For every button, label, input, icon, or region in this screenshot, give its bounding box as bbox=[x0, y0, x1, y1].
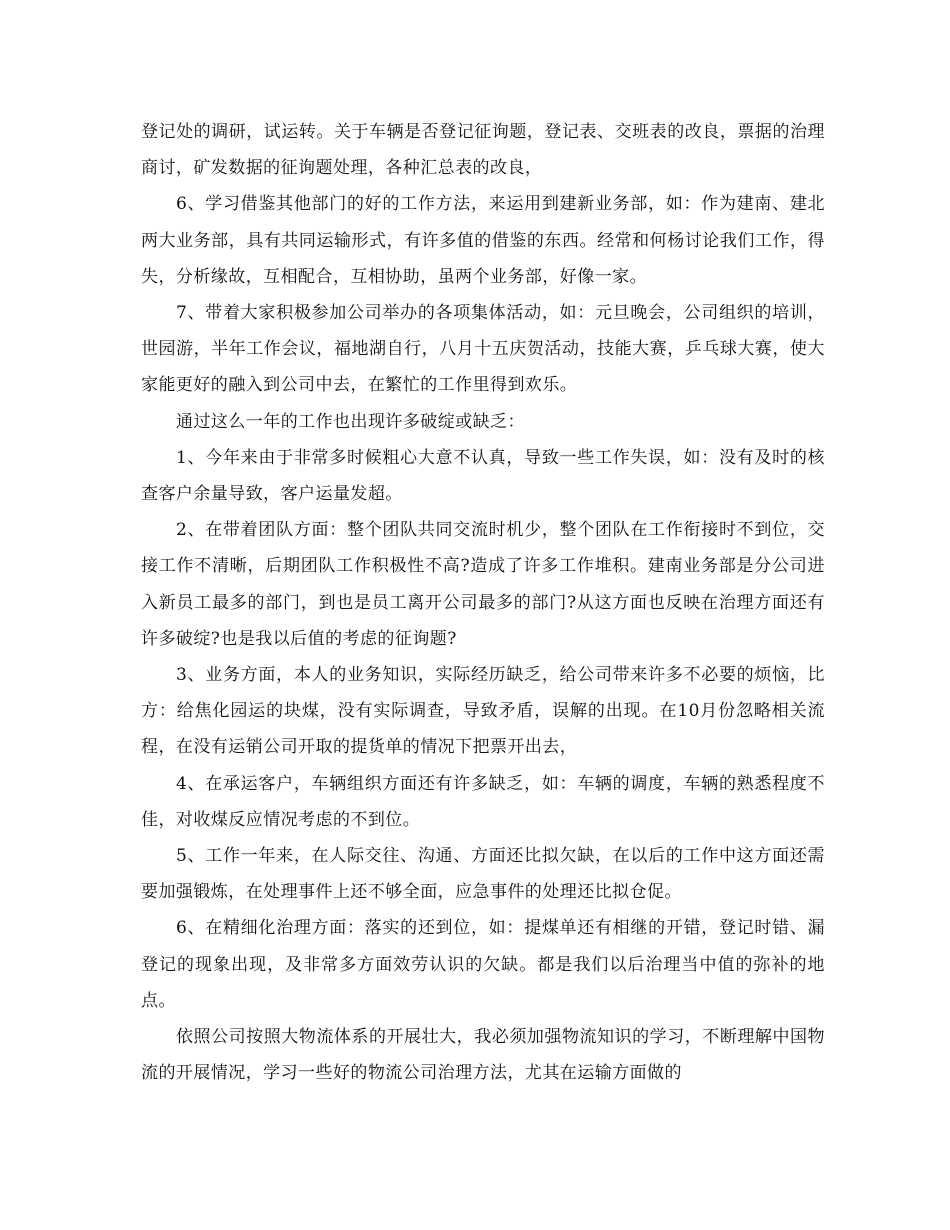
paragraph-8: 4、在承运客户，车辆组织方面还有许多缺乏，如：车辆的调度，车辆的熟悉程度不佳，对收煤反应情况考虑的不到位。 bbox=[141, 773, 825, 830]
document-body bbox=[141, 114, 825, 1091]
paragraph-1: 登记处的调研，试运转。关于车辆是否登记征询题，登记表、交班表的改良，票据的治理商讨，矿发数据的征询题处理，各种汇总表的改良， bbox=[141, 122, 825, 179]
paragraph-9: 5、工作一年来，在人际交往、沟通、方面还比拟欠缺，在以后的工作中这方面还需要加强锻炼，在处理事件上还不够全面，应急事件的处理还比拟仓促。 bbox=[141, 846, 825, 903]
paragraph-11: 依照公司按照大物流体系的开展壮大，我必须加强物流知识的学习，不断理解中国物流的开展情况，学习一些好的物流公司治理方法，尤其在运输方面做的 bbox=[141, 1027, 825, 1084]
paragraph-5: 1、今年来由于非常多时候粗心大意不认真，导致一些工作失误，如：没有及时的核查客户余量导致，客户运量发超。 bbox=[141, 447, 825, 505]
paragraph-2: 6、学习借鉴其他部门的好的工作方法，来运用到建新业务部，如：作为建南、建北两大业务部，具有共同运输形式，有许多值的借鉴的东西。经常和何杨讨论我们工作，得失，分析缘故，互相配合，互相协助，虽两个业务部，好像一家。 bbox=[141, 194, 825, 287]
paragraph-7: 3、业务方面，本人的业务知识，实际经历缺乏，给公司带来许多不必要的烦恼，比方：给焦化园运的块煤，没有实际调查，导致矛盾，误解的出现。在10月份忽略相关流程，在没有运销公司开取的提货单的情况下把票开出去， bbox=[141, 665, 825, 758]
paragraph-4: 通过这么一年的工作也出现许多破绽或缺乏： bbox=[176, 411, 525, 432]
paragraph-10: 6、在精细化治理方面：落实的还到位，如：提煤单还有相继的开错，登记时错、漏登记的现象出现，及非常多方面效劳认识的欠缺。都是我们以后治理当中值的弥补的地点。 bbox=[141, 918, 825, 1011]
paragraph-3: 7、带着大家积极参加公司举办的各项集体活动，如：元旦晚会，公司组织的培训，世园游，半年工作会议，福地湖自行，八月十五庆贺活动，技能大赛，乒乓球大赛，使大家能更好的融入到公司中去，在繁忙的工作里得到欢乐。 bbox=[141, 303, 825, 396]
paragraph-6: 2、在带着团队方面：整个团队共同交流时机少，整个团队在工作衔接时不到位，交接工作不清晰，后期团队工作积极性不高?造成了许多工作堆积。建南业务部是分公司进入新员工最多的部门，到也是员工离开公司最多的部门?从这方面也反映在治理方面还有许多破绽?也是我以后值的考虑的征询题? bbox=[141, 520, 825, 649]
